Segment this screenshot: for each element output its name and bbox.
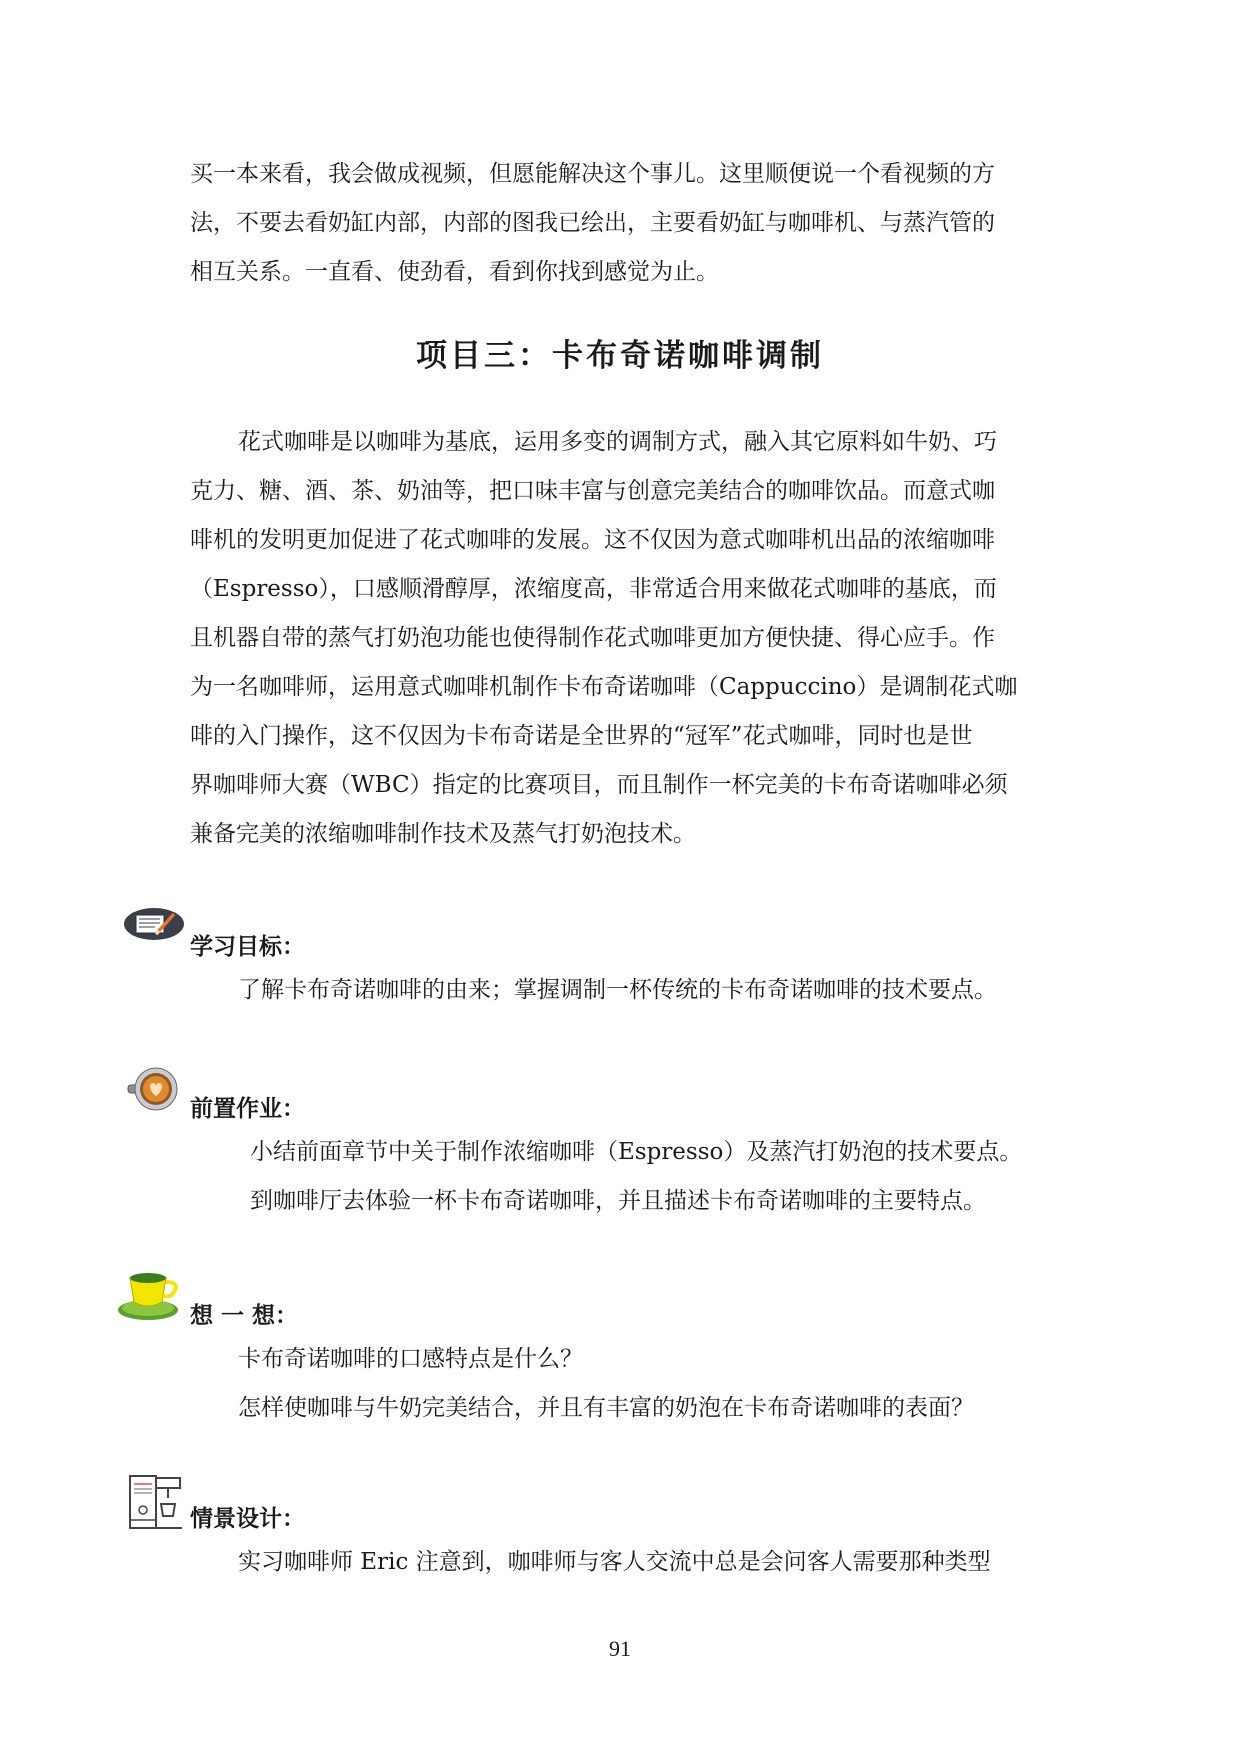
body-line: 啡的入门操作，这不仅因为卡布奇诺是全世界的“冠军”花式咖啡，同时也是世	[190, 723, 973, 749]
intro-line: 法，不要去看奶缸内部，内部的图我已绘出，主要看奶缸与咖啡机、与蒸汽管的	[190, 210, 995, 236]
think-line: 卡布奇诺咖啡的口感特点是什么？	[238, 1346, 583, 1372]
intro-line: 买一本来看，我会做成视频，但愿能解决这个事儿。这里顺便说一个看视频的方	[190, 161, 995, 187]
goals-line: 了解卡布奇诺咖啡的由来；掌握调制一杯传统的卡布奇诺咖啡的技术要点。	[238, 977, 997, 1003]
body-line: （Espresso），口感顺滑醇厚，浓缩度高，非常适合用来做花式咖啡的基底，而	[190, 576, 997, 602]
section-heading-prework: 前置作业：	[190, 1096, 305, 1122]
section-heading-think: 想 一 想：	[190, 1303, 299, 1329]
prework-line: 到咖啡厅去体验一杯卡布奇诺咖啡，并且描述卡布奇诺咖啡的主要特点。	[250, 1188, 986, 1214]
project-title: 项目三：卡布奇诺咖啡调制	[416, 338, 824, 374]
section-heading-goals: 学习目标：	[190, 934, 305, 960]
coffee-cup-topview-icon	[126, 1066, 180, 1116]
body-line: 兼备完美的浓缩咖啡制作技术及蒸气打奶泡技术。	[190, 821, 696, 847]
section-heading-scenario: 情景设计：	[190, 1506, 305, 1532]
espresso-machine-icon	[128, 1474, 184, 1536]
body-line: 界咖啡师大赛（WBC）指定的比赛项目，而且制作一杯完美的卡布奇诺咖啡必须	[190, 772, 1008, 798]
prework-line: 小结前面章节中关于制作浓缩咖啡（Espresso）及蒸汽打奶泡的技术要点。	[250, 1139, 1023, 1165]
notebook-pen-icon	[122, 906, 186, 946]
body-line: 花式咖啡是以咖啡为基底，运用多变的调制方式，融入其它原料如牛奶、巧	[238, 429, 997, 455]
scenario-line: 实习咖啡师 Eric 注意到，咖啡师与客人交流中总是会问客人需要那种类型	[238, 1549, 991, 1575]
body-line: 为一名咖啡师，运用意式咖啡机制作卡布奇诺咖啡（Cappuccino）是调制花式咖	[190, 674, 1018, 700]
body-line: 啡机的发明更加促进了花式咖啡的发展。这不仅因为意式咖啡机出品的浓缩咖啡	[190, 527, 995, 553]
body-line: 克力、糖、酒、茶、奶油等，把口味丰富与创意完美结合的咖啡饮品。而意式咖	[190, 478, 995, 504]
think-line: 怎样使咖啡与牛奶完美结合，并且有丰富的奶泡在卡布奇诺咖啡的表面？	[238, 1395, 974, 1421]
intro-line: 相互关系。一直看、使劲看，看到你找到感觉为止。	[190, 259, 719, 285]
body-line: 且机器自带的蒸气打奶泡功能也使得制作花式咖啡更加方便快捷、得心应手。作	[190, 625, 995, 651]
green-teacup-icon	[116, 1268, 186, 1326]
page-number: 91	[609, 1636, 631, 1661]
